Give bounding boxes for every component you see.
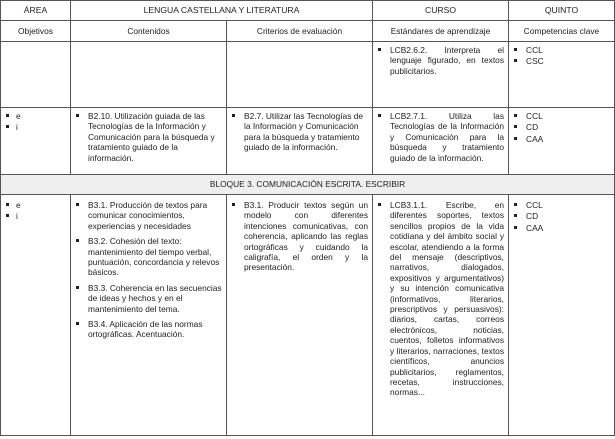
standard-item: LCB2.7.1. Utiliza las Tecnologías de la Información y Comunicación para la búsqueda y tratamiento guiado de la información. bbox=[377, 111, 504, 163]
block-heading-row bbox=[1, 175, 615, 195]
competencia-item: CAA bbox=[513, 223, 610, 233]
column-header-row bbox=[1, 21, 615, 42]
contenido-item: B3.3. Coherencia en las secuencias de ideas y hechos y en el mantenimiento del tema. bbox=[75, 283, 222, 314]
col-estandares: Estándares de aprendizaje bbox=[373, 21, 509, 42]
table-row bbox=[1, 195, 615, 436]
objetivos-cell bbox=[1, 108, 71, 175]
contenido-item: B3.4. Aplicación de las normas ortográficas. Acentuación. bbox=[75, 319, 222, 340]
competencia-item: CD bbox=[513, 122, 610, 132]
col-objetivos: Objetivos bbox=[1, 21, 71, 42]
competencias-cell bbox=[509, 108, 615, 175]
header-row bbox=[1, 1, 615, 21]
competencias-cell bbox=[509, 42, 615, 108]
contenidos-cell bbox=[71, 108, 227, 175]
contenidos-cell bbox=[71, 195, 227, 436]
criterio-item: B2.7. Utilizar las Tecnologías de la Información y Comunicación para la búsqueda y tratamiento guiado de la información. bbox=[231, 111, 368, 153]
competencia-item: CD bbox=[513, 211, 610, 221]
table-row bbox=[1, 42, 615, 108]
col-competencias: Competencias clave bbox=[509, 21, 615, 42]
criterios-cell bbox=[227, 195, 373, 436]
col-contenidos: Contenidos bbox=[71, 21, 227, 42]
competencia-item: CAA bbox=[513, 134, 610, 144]
area-label: ÁREA bbox=[1, 1, 71, 21]
col-criterios: Criterios de evaluación bbox=[227, 21, 373, 42]
criterios-cell bbox=[227, 108, 373, 175]
criterio-item: B3.1. Producir textos según un modelo con diferentes intenciones comunicativas, con coherencia, aplicando las reglas ortográficas y cuidando la caligrafía, el orden y la presentación. bbox=[231, 200, 368, 273]
subject-title: LENGUA CASTELLANA Y LITERATURA bbox=[71, 1, 373, 21]
competencia-item: CSC bbox=[513, 56, 610, 66]
objetivo-item: e bbox=[5, 111, 66, 121]
objetivo-item: i bbox=[5, 211, 66, 221]
course-value: QUINTO bbox=[509, 1, 615, 21]
standard-cell bbox=[373, 195, 509, 436]
empty-cell bbox=[71, 42, 227, 108]
standard-cell bbox=[373, 108, 509, 175]
competencia-item: CCL bbox=[513, 200, 610, 210]
objetivos-cell bbox=[1, 195, 71, 436]
objetivo-item: e bbox=[5, 200, 66, 210]
contenido-item: B3.1. Producción de textos para comunicar conocimientos, experiencias y necesidades bbox=[75, 200, 222, 231]
empty-cell bbox=[227, 42, 373, 108]
objetivo-item: i bbox=[5, 122, 66, 132]
contenido-item: B2.10. Utilización guiada de las Tecnologías de la Información y Comunicación para la búsqueda y tratamiento guiado de la información. bbox=[75, 111, 222, 163]
competencia-item: CCL bbox=[513, 45, 610, 55]
table-row bbox=[1, 108, 615, 175]
standard-item: LCB2.6.2. Interpreta el lenguaje figurado, en textos publicitarios. bbox=[377, 45, 504, 76]
course-label: CURSO bbox=[373, 1, 509, 21]
standard-cell bbox=[373, 42, 509, 108]
standard-item: LCB3.1.1. Escribe, en diferentes soportes, textos sencillos propios de la vida cotidiana y del ámbito social y escolar, atendiendo a la forma del mensaje (descriptivos, narrativos, dialogados, expositivos y argumentativos) y su intención comunicativa (informativos, literarios, prescriptivos y persuasivos): diarios, cartas, correos electrónicos, noticias, cuentos, folletos informativos y literarios, narraciones, textos científicos, anuncios publicitarios, reglamentos, recetas, instrucciones, normas... bbox=[377, 200, 504, 398]
contenido-item: B3.2. Cohesión del texto: mantenimiento del tiempo verbal, puntuación, concordancia y relevos básicos. bbox=[75, 236, 222, 278]
competencias-cell bbox=[509, 195, 615, 436]
block-title: BLOQUE 3. COMUNICACIÓN ESCRITA. ESCRIBIR bbox=[1, 175, 615, 195]
empty-cell bbox=[1, 42, 71, 108]
competencia-item: CCL bbox=[513, 111, 610, 121]
